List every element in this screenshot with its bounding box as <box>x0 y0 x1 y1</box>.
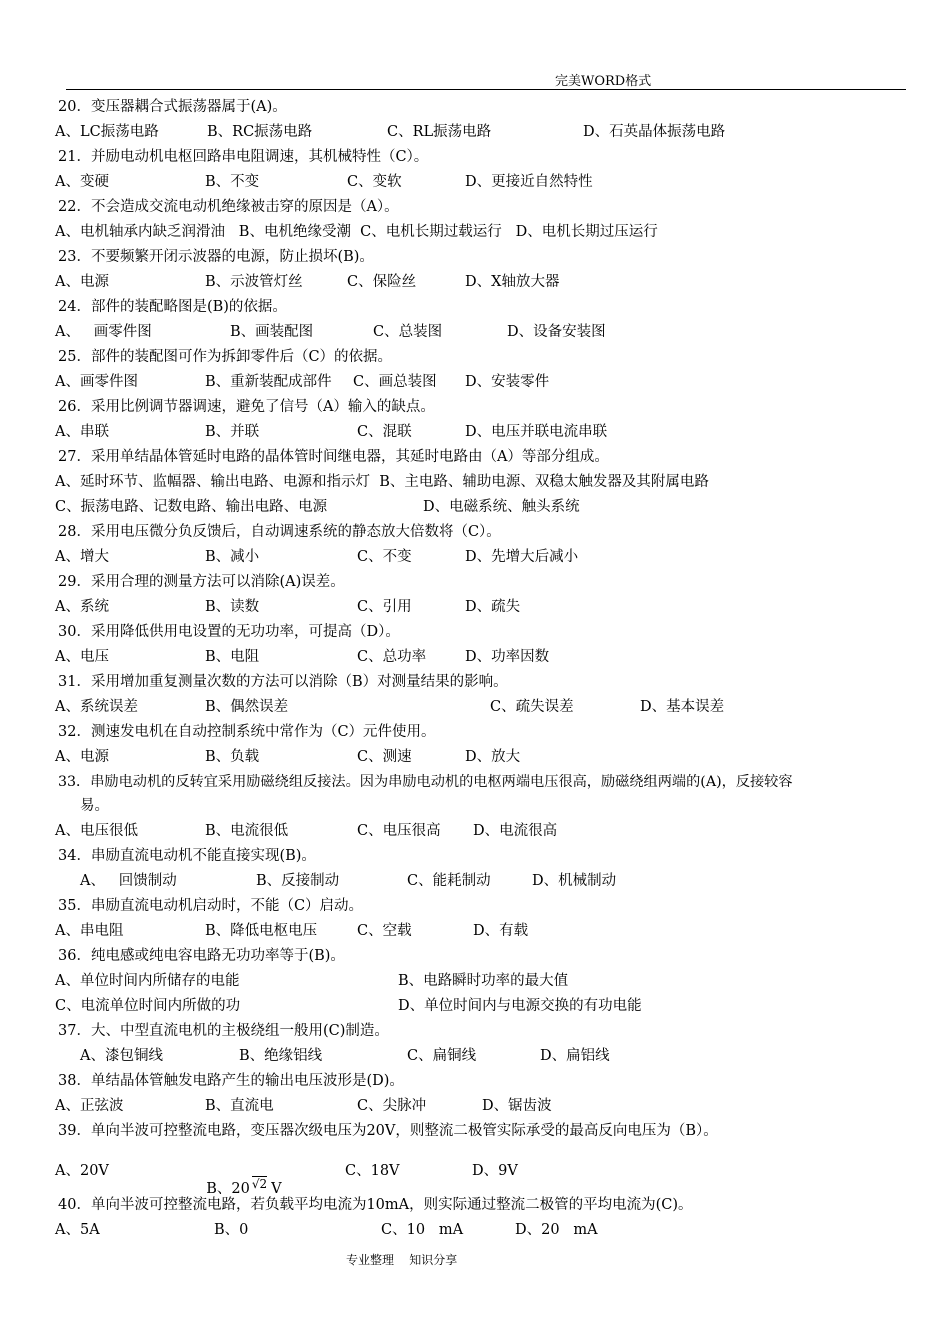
q40-option-c: C、10 mA <box>381 1222 464 1238</box>
q38-option-b: B、直流电 <box>205 1098 274 1114</box>
q38-option-c: C、尖脉冲 <box>357 1098 427 1114</box>
q39-option-a: A、20V <box>55 1163 109 1179</box>
q38-option-a: A、正弦波 <box>55 1098 124 1114</box>
q34-option-b: B、反接制动 <box>256 873 340 889</box>
question-39: 39．单向半波可控整流电路，变压器次级电压为20V，则整流二极管实际承受的最高反向电压为（B）。 <box>58 1123 718 1139</box>
page-footer: 专业整理 知识分享 <box>346 1253 458 1267</box>
q40-option-b: B、0 <box>214 1222 249 1238</box>
q39-option-b <box>197 1162 282 1198</box>
q24-option-d: D、设备安装图 <box>507 324 606 340</box>
q27-option-c: C、振荡电路、记数电路、输出电路、电源 <box>55 499 328 515</box>
q31-option-b: B、偶然误差 <box>205 699 289 715</box>
q24-option-b: B、画装配图 <box>230 324 314 340</box>
q30-option-b: B、电阻 <box>205 649 260 665</box>
question-38: 38．单结晶体管触发电路产生的输出电压波形是(D)。 <box>58 1073 404 1089</box>
q39-option-c: C、18V <box>345 1163 400 1179</box>
q20-option-d: D、石英晶体振荡电路 <box>583 124 726 140</box>
q29-option-a: A、系统 <box>55 599 109 615</box>
question-35: 35．串励直流电动机启动时，不能（C）启动。 <box>58 898 364 914</box>
question-28: 28．采用电压微分负反馈后，自动调速系统的静态放大倍数将（C）。 <box>58 524 501 540</box>
q35-option-c: C、空载 <box>357 923 412 939</box>
q37-option-c: C、扁铜线 <box>407 1048 477 1064</box>
q31-option-a: A、系统误差 <box>55 699 138 715</box>
q25-option-a: A、画零件图 <box>55 374 138 390</box>
q25-option-d: D、安装零件 <box>465 374 550 390</box>
question-20: 20．变压器耦合式振荡器属于(A)。 <box>58 99 287 115</box>
q33-option-d: D、电流很高 <box>473 823 558 839</box>
q23-option-b: B、示波管灯丝 <box>205 274 303 290</box>
q20-option-b: B、RC振荡电路 <box>207 124 313 140</box>
q30-option-d: D、功率因数 <box>465 649 550 665</box>
q20-option-c: C、RL振荡电路 <box>387 124 492 140</box>
q21-option-b: B、不变 <box>205 174 260 190</box>
q39-option-d: D、9V <box>472 1163 518 1179</box>
question-22: 22．不会造成交流电动机绝缘被击穿的原因是（A）。 <box>58 199 399 215</box>
q30-option-a: A、电压 <box>55 649 109 665</box>
q20-option-a: A、LC振荡电路 <box>55 124 159 140</box>
q40-option-a: A、5A <box>55 1222 100 1238</box>
q22-options: A、电机轴承内缺乏润滑油 B、电机绝缘受潮 C、电机长期过载运行 D、电机长期过压运行 <box>55 224 658 240</box>
q31-option-d: D、基本误差 <box>640 699 725 715</box>
q36-option-a: A、单位时间内所储存的电能 <box>55 973 240 989</box>
q28-option-d: D、先增大后减小 <box>465 549 579 565</box>
q37-option-a: A、漆包铜线 <box>80 1048 163 1064</box>
q36-option-c: C、电流单位时间内所做的功 <box>55 998 241 1014</box>
q23-option-d: D、X轴放大器 <box>465 274 560 290</box>
question-24: 24．部件的装配略图是(B)的依据。 <box>58 299 287 315</box>
q33-option-a: A、电压很低 <box>55 823 138 839</box>
q28-option-a: A、增大 <box>55 549 109 565</box>
q37-option-b: B、绝缘铝线 <box>239 1048 323 1064</box>
q23-option-a: A、电源 <box>55 274 109 290</box>
sqrt-radicand: 2 <box>259 1177 268 1191</box>
q32-option-c: C、测速 <box>357 749 412 765</box>
q32-option-d: D、放大 <box>465 749 521 765</box>
question-27: 27．采用单结晶体管延时电路的晶体管时间继电器，其延时电路由（A）等部分组成。 <box>58 449 609 465</box>
q21-option-d: D、更接近自然特性 <box>465 174 593 190</box>
q29-option-c: C、引用 <box>357 599 412 615</box>
q21-option-c: C、变软 <box>347 174 402 190</box>
q24-option-a: A、 画零件图 <box>55 324 152 340</box>
question-31: 31．采用增加重复测量次数的方法可以消除（B）对测量结果的影响。 <box>58 674 508 690</box>
q35-option-a: A、串电阻 <box>55 923 124 939</box>
q38-option-d: D、锯齿波 <box>482 1098 552 1114</box>
q34-option-a: A、 回馈制动 <box>80 873 177 889</box>
question-37: 37．大、中型直流电机的主极绕组一般用(C)制造。 <box>58 1023 389 1039</box>
q26-option-d: D、电压并联电流串联 <box>465 424 608 440</box>
question-29: 29．采用合理的测量方法可以消除(A)误差。 <box>58 574 345 590</box>
question-40: 40．单向半波可控整流电路，若负载平均电流为10mA，则实际通过整流二极管的平均电流为(C)。 <box>58 1197 693 1213</box>
q29-option-b: B、读数 <box>205 599 260 615</box>
q23-option-c: C、保险丝 <box>347 274 417 290</box>
question-34: 34．串励直流电动机不能直接实现(B)。 <box>58 848 316 864</box>
q28-option-b: B、减小 <box>205 549 260 565</box>
question-26: 26．采用比例调节器调速，避免了信号（A）输入的缺点。 <box>58 399 435 415</box>
q27-option-d: D、电磁系统、触头系统 <box>423 499 580 515</box>
q34-option-c: C、能耗制动 <box>407 873 491 889</box>
q29-option-d: D、疏失 <box>465 599 521 615</box>
q32-option-a: A、电源 <box>55 749 109 765</box>
q26-option-a: A、串联 <box>55 424 109 440</box>
header-divider <box>66 89 906 90</box>
q37-option-d: D、扁铝线 <box>540 1048 610 1064</box>
q40-option-d: D、20 mA <box>515 1222 598 1238</box>
q30-option-c: C、总功率 <box>357 649 427 665</box>
q33-option-b: B、电流很低 <box>205 823 289 839</box>
q25-option-c: C、画总装图 <box>353 374 437 390</box>
q32-option-b: B、负载 <box>205 749 260 765</box>
sqrt-symbol: √2 <box>251 1177 268 1191</box>
q33-option-c: C、电压很高 <box>357 823 441 839</box>
q26-option-c: C、混联 <box>357 424 412 440</box>
q27-options-ab: A、延时环节、监幅器、输出电路、电源和指示灯 B、主电路、辅助电源、双稳太触发器及其附属电路 <box>55 474 709 490</box>
page-header: 完美WORD格式 <box>555 74 652 89</box>
question-25: 25．部件的装配图可作为拆卸零件后（C）的依据。 <box>58 349 393 365</box>
question-30: 30．采用降低供用电设置的无功功率，可提高（D）。 <box>58 624 400 640</box>
q35-option-b: B、降低电枢电压 <box>205 923 318 939</box>
q31-option-c: C、疏失误差 <box>490 699 574 715</box>
q39-option-b-unit: V <box>271 1181 282 1197</box>
question-23: 23．不要频繁开闭示波器的电源，防止损坏(B)。 <box>58 249 374 265</box>
question-21: 21．并励电动机电枢回路串电阻调速，其机械特性（C）。 <box>58 149 429 165</box>
question-32: 32．测速发电机在自动控制系统中常作为（C）元件使用。 <box>58 724 436 740</box>
question-33-cont: 易。 <box>80 798 109 814</box>
question-33: 33．串励电动机的反转宜采用励磁绕组反接法。因为串励电动机的电枢两端电压很高，励磁绕组两端的(A)，反接较容 <box>58 774 793 790</box>
q25-option-b: B、重新装配成部件 <box>205 374 332 390</box>
q39-option-b-value: B、20 <box>206 1181 250 1197</box>
q36-option-b: B、电路瞬时功率的最大值 <box>398 973 569 989</box>
q26-option-b: B、并联 <box>205 424 260 440</box>
q24-option-c: C、总装图 <box>373 324 443 340</box>
question-36: 36．纯电感或纯电容电路无功功率等于(B)。 <box>58 948 345 964</box>
q35-option-d: D、有载 <box>473 923 529 939</box>
q28-option-c: C、不变 <box>357 549 412 565</box>
q34-option-d: D、机械制动 <box>532 873 617 889</box>
q21-option-a: A、变硬 <box>55 174 109 190</box>
q36-option-d: D、单位时间内与电源交换的有功电能 <box>398 998 642 1014</box>
